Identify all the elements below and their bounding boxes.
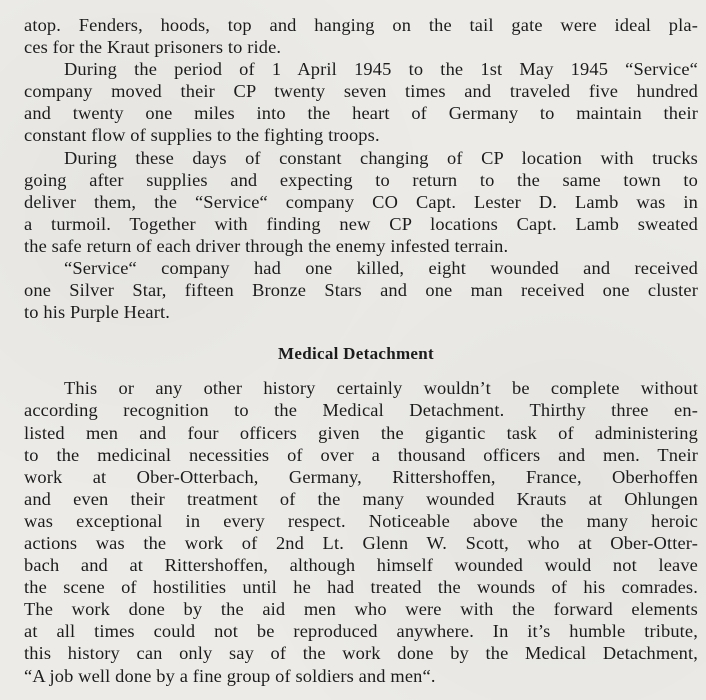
paragraph-prisoners xyxy=(24,14,698,58)
document-text xyxy=(24,14,698,687)
text-line: a turmoil. Together with finding new CP locations Capt. Lamb sweated xyxy=(24,213,698,234)
text-line: and even their treatment of the many wounded Krauts at Ohlungen xyxy=(24,488,698,509)
text-line: to the medicinal necessities of over a thousand officers and men. Tneir xyxy=(24,444,698,465)
text-line: and twenty one miles into the heart of Germany to maintain their xyxy=(24,103,698,124)
paragraph-casualties xyxy=(24,257,698,323)
text-line: bach and at Rittershoffen, although himself wounded would not leave xyxy=(24,555,698,576)
text-line: actions was the work of 2nd Lt. Glenn W. Scott, who at Ober-Otter- xyxy=(24,532,698,553)
text-line: the safe return of each driver through the enemy infested terrain. xyxy=(24,235,509,256)
text-line: “A job well done by a fine group of soldiers and men“. xyxy=(24,665,436,686)
text-line: going after supplies and expecting to return to the same town to xyxy=(24,169,698,190)
text-line: to his Purple Heart. xyxy=(24,302,171,323)
text-line: The work done by the aid men who were with the forward elements xyxy=(24,599,698,620)
text-line: During these days of constant changing of CP location with trucks xyxy=(64,147,698,168)
text-line: the scene of hostilities until he had treated the wounds of his comrades. xyxy=(24,577,698,598)
text-line: This or any other history certainly wouldn’t be complete without xyxy=(64,378,698,399)
text-line: “Service“ company had one killed, eight wounded and received xyxy=(64,258,698,279)
text-line: this history can only say of the work done by the Medical Detachment, xyxy=(24,643,698,664)
text-line: constant flow of supplies to the fighting troops. xyxy=(24,125,380,146)
paragraph-cp-location xyxy=(24,147,698,257)
text-line: ces for the Kraut prisoners to ride. xyxy=(24,37,282,58)
text-line: was exceptional in every respect. Noticeable above the many heroic xyxy=(24,510,698,531)
paragraph-cp-moves xyxy=(24,58,698,146)
text-line: listed men and four officers given the gigantic task of administering xyxy=(24,422,698,443)
text-line: deliver them, the “Service“ company CO Capt. Lester D. Lamb was in xyxy=(24,191,698,212)
text-line: atop. Fenders, hoods, top and hanging on the tail gate were ideal pla- xyxy=(24,15,698,35)
text-line: company moved their CP twenty seven times and traveled five hundred xyxy=(24,81,698,102)
text-line: according recognition to the Medical Detachment. Thirthy three en- xyxy=(24,400,698,421)
text-line: During the period of 1 April 1945 to the 1st May 1945 “Service“ xyxy=(64,59,698,80)
text-line: work at Ober-Otterbach, Germany, Rittershoffen, France, Oberhoffen xyxy=(24,466,698,487)
text-line: at all times could not be reproduced anywhere. In it’s humble tribute, xyxy=(24,621,698,642)
section-heading: Medical Detachment xyxy=(278,344,434,364)
text-line: one Silver Star, fifteen Bronze Stars and one man received one cluster xyxy=(24,280,698,301)
paragraph-medical xyxy=(24,377,698,686)
